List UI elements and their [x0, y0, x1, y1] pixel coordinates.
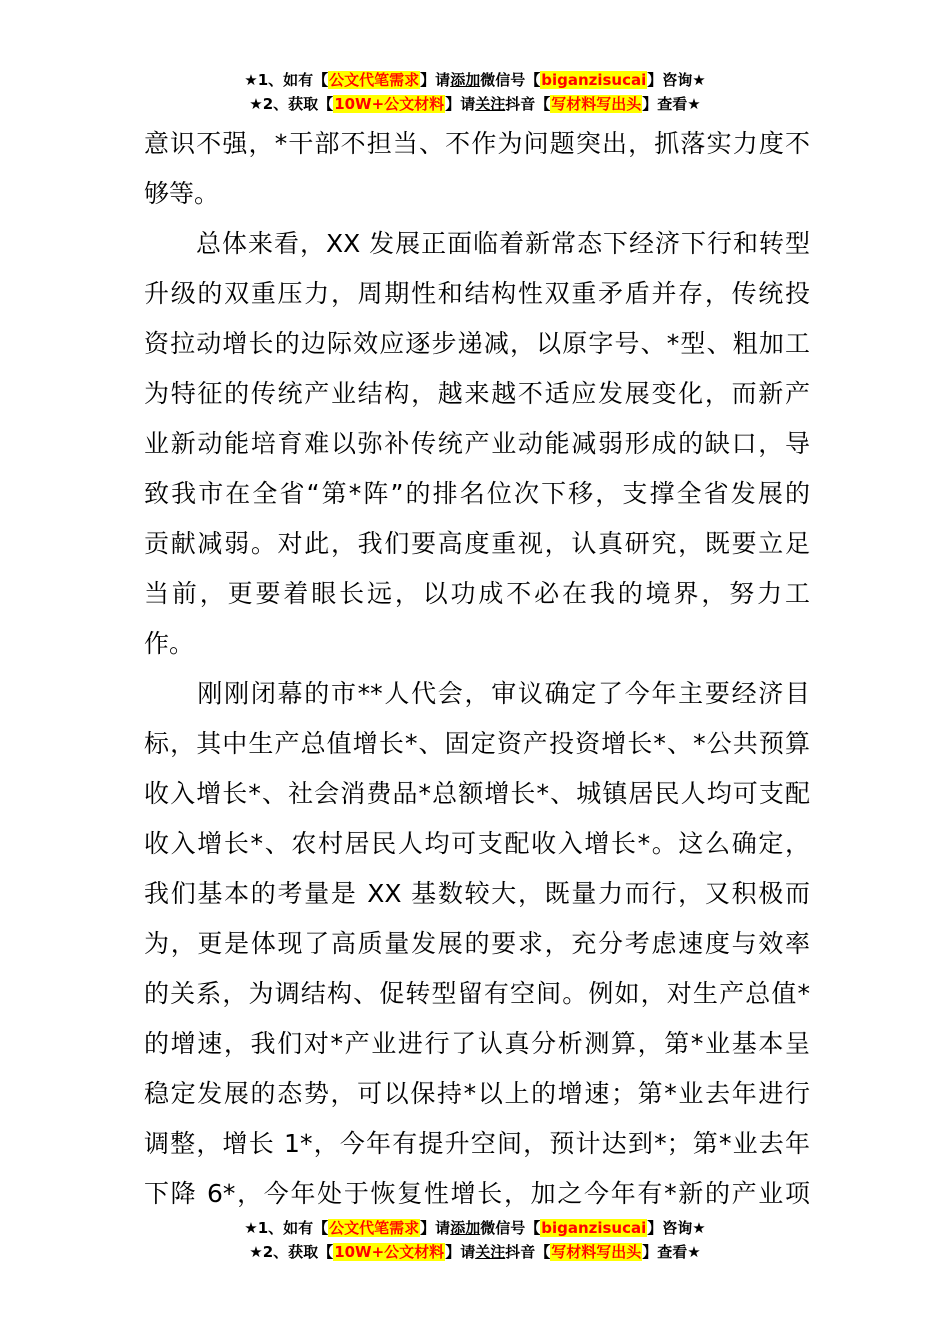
banner-text: 抖音【 [505, 95, 551, 113]
header-banner [0, 68, 950, 116]
body-line: 业新动能培育难以弥补传统产业动能减弱形成的缺口，导 [144, 429, 810, 458]
footer-banner [0, 1216, 950, 1264]
banner-highlight: 写材料写出头 [551, 95, 642, 113]
body-line: 收入增长*、社会消费品*总额增长*、城镇居民人均可支配 [144, 779, 810, 808]
banner-text: 】查看★ [642, 1243, 701, 1261]
document-body [144, 119, 810, 1219]
banner-highlight: 公文代笔需求 [329, 71, 420, 89]
body-line: 稳定发展的态势，可以保持*以上的增速；第*业去年进行 [144, 1079, 810, 1108]
body-line: 的增速，我们对*产业进行了认真分析测算，第*业基本呈 [144, 1029, 810, 1058]
banner-highlight: biganzisucai [541, 71, 647, 89]
banner-text: 】查看★ [642, 95, 701, 113]
banner-underlined: 关注 [475, 95, 506, 113]
banner-text: ★1、如有【 [244, 71, 329, 89]
body-line: 资拉动增长的边际效应逐步递减，以原字号、*型、粗加工 [144, 329, 810, 358]
banner-text: 微信号【 [480, 71, 541, 89]
banner-text: 】咨询★ [647, 1219, 706, 1237]
banner-highlight: 10W+公文材料 [334, 95, 445, 113]
banner-line-1 [0, 68, 950, 92]
body-line: 我们基本的考量是 XX 基数较大，既量力而行，又积极而 [144, 879, 810, 908]
body-line: 为，更是体现了高质量发展的要求，充分考虑速度与效率 [144, 929, 810, 958]
body-line: 意识不强，*干部不担当、不作为问题突出，抓落实力度不 [144, 129, 810, 158]
banner-highlight: 10W+公文材料 [334, 1243, 445, 1261]
banner-highlight: biganzisucai [541, 1219, 647, 1237]
banner-text: 微信号【 [480, 1219, 541, 1237]
body-line: 标，其中生产总值增长*、固定资产投资增长*、*公共预算 [144, 729, 810, 758]
banner-underlined: 添加 [450, 71, 481, 89]
banner-text: 】请 [420, 71, 451, 89]
banner-line-2 [0, 92, 950, 116]
body-line: 升级的双重压力，周期性和结构性双重矛盾并存，传统投 [144, 279, 810, 308]
body-line: 总体来看，XX 发展正面临着新常态下经济下行和转型 [144, 229, 810, 258]
banner-text: 】咨询★ [647, 71, 706, 89]
body-line: 下降 6*，今年处于恢复性增长，加之今年有*新的产业项 [144, 1179, 810, 1208]
body-line: 致我市在全省“第*阵”的排名位次下移，支撑全省发展的 [144, 479, 810, 508]
banner-text: 】请 [420, 1219, 451, 1237]
banner-highlight: 公文代笔需求 [329, 1219, 420, 1237]
banner-underlined: 添加 [450, 1219, 481, 1237]
banner-text: ★2、获取【 [249, 1243, 334, 1261]
body-line: 为特征的传统产业结构，越来越不适应发展变化，而新产 [144, 379, 810, 408]
body-line: 当前，更要着眼长远，以功成不必在我的境界，努力工 [144, 579, 810, 608]
body-line: 贡献减弱。对此，我们要高度重视，认真研究，既要立足 [144, 529, 810, 558]
banner-highlight: 写材料写出头 [551, 1243, 642, 1261]
banner-text: ★2、获取【 [249, 95, 334, 113]
body-line: 够等。 [144, 179, 220, 208]
banner-line-1 [0, 1216, 950, 1240]
banner-line-2 [0, 1240, 950, 1264]
banner-text: 】请 [445, 1243, 476, 1261]
banner-text: 抖音【 [505, 1243, 551, 1261]
body-line: 的关系，为调结构、促转型留有空间。例如，对生产总值* [144, 979, 810, 1008]
banner-text: 】请 [445, 95, 476, 113]
banner-text: ★1、如有【 [244, 1219, 329, 1237]
body-line: 作。 [144, 629, 195, 658]
body-line: 收入增长*、农村居民人均可支配收入增长*。这么确定， [144, 829, 810, 858]
body-line: 调整，增长 1*，今年有提升空间，预计达到*；第*业去年 [144, 1129, 810, 1158]
banner-underlined: 关注 [475, 1243, 506, 1261]
body-line: 刚刚闭幕的市**人代会，审议确定了今年主要经济目 [144, 679, 810, 708]
